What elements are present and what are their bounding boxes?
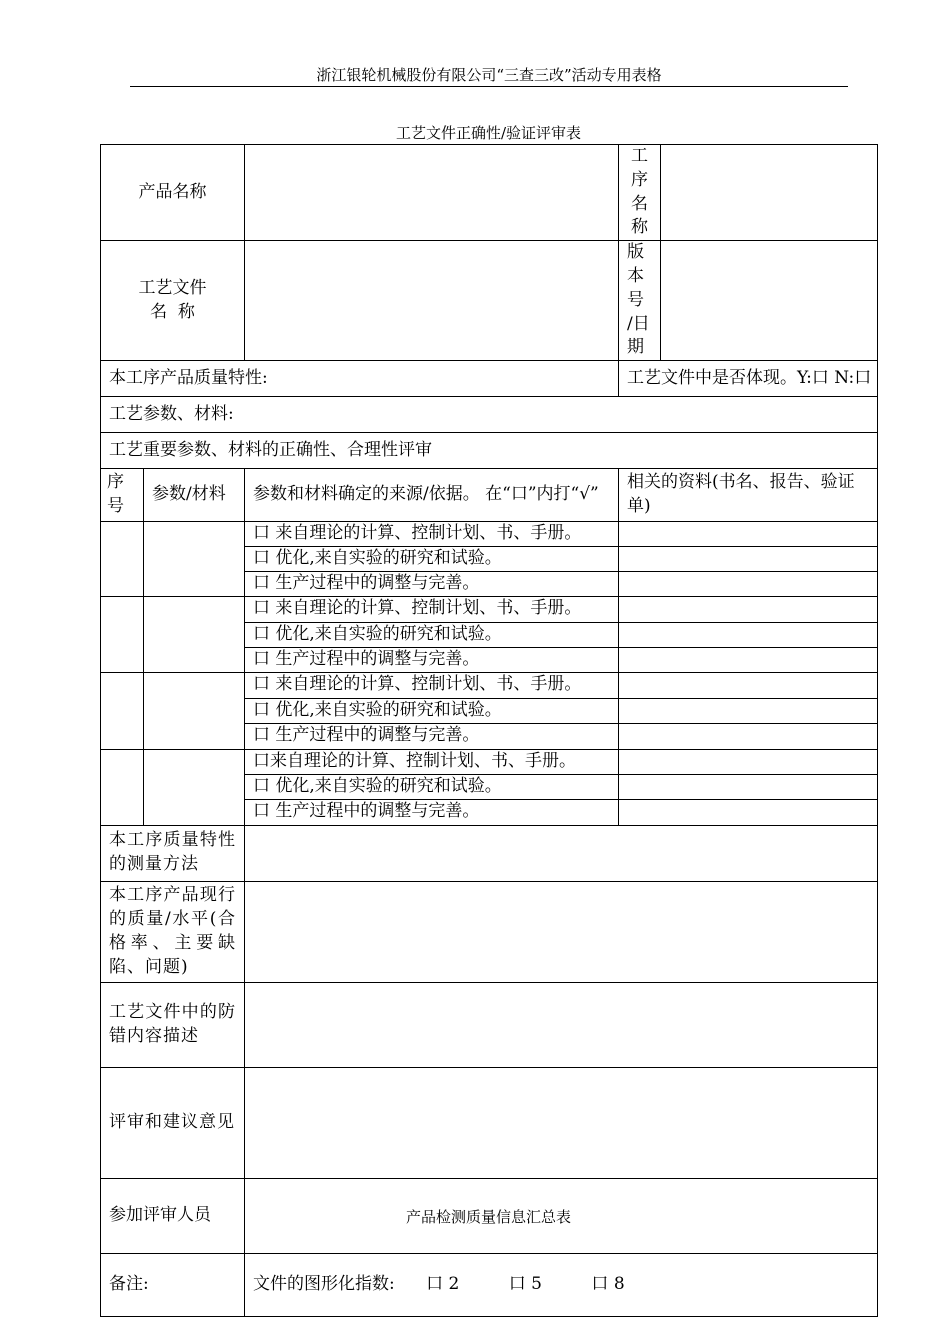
source-option[interactable]: 口 来自理论的计算、控制计划、书、手册。: [245, 596, 619, 622]
product-name-field[interactable]: [245, 145, 619, 241]
row-column-headers: [101, 469, 878, 522]
row-current-quality: [101, 881, 878, 982]
remarks-field: [245, 1253, 878, 1316]
seq-cell[interactable]: [101, 521, 144, 596]
table-row: [101, 596, 878, 622]
row-quality-characteristics: [101, 361, 878, 397]
product-name-label: 产品名称: [101, 145, 245, 241]
review-opinion-label: 评审和建议意见: [101, 1067, 245, 1178]
param-cell[interactable]: [144, 596, 245, 672]
current-quality-label: 本工序产品现行的质量/水平(合格率、主要缺陷、问题): [101, 881, 245, 982]
measure-method-field[interactable]: [245, 825, 878, 881]
refs-cell[interactable]: [619, 647, 878, 672]
source-option[interactable]: 口 生产过程中的调整与完善。: [245, 647, 619, 672]
seq-cell[interactable]: [101, 596, 144, 672]
quality-char-label[interactable]: 本工序产品质量特性:: [101, 361, 619, 397]
version-label: [619, 241, 661, 361]
table-row: [101, 521, 878, 546]
source-option[interactable]: 口 优化,来自实验的研究和试验。: [245, 546, 619, 571]
refs-cell[interactable]: [619, 672, 878, 698]
review-form-table: [100, 144, 878, 1317]
col-header-source: 参数和材料确定的来源/依据。 在“口”内打“√”: [245, 469, 619, 522]
source-option[interactable]: 口 来自理论的计算、控制计划、书、手册。: [245, 521, 619, 546]
graphic-index-option-2[interactable]: 口 2: [426, 1273, 460, 1294]
graphic-index-option-8[interactable]: 口 8: [591, 1273, 625, 1294]
source-option[interactable]: 口 生产过程中的调整与完善。: [245, 571, 619, 596]
row-review-opinion: [101, 1067, 878, 1178]
row-params: [101, 397, 878, 433]
reflected-in-doc-label[interactable]: 工艺文件中是否体现。Y:口 N:口: [619, 361, 878, 397]
source-option[interactable]: 口 优化,来自实验的研究和试验。: [245, 774, 619, 799]
refs-cell[interactable]: [619, 622, 878, 647]
refs-cell[interactable]: [619, 749, 878, 774]
refs-cell[interactable]: [619, 698, 878, 723]
review-opinion-field[interactable]: [245, 1067, 878, 1178]
refs-cell[interactable]: [619, 799, 878, 825]
graphic-index-option-5[interactable]: 口 5: [508, 1273, 543, 1294]
measure-method-label: 本工序质量特性的测量方法: [101, 825, 245, 881]
row-mistake-proofing: [101, 982, 878, 1067]
version-label-line2: /日期: [627, 313, 650, 358]
doc-name-label-line1: 工艺文件: [138, 277, 207, 298]
process-name-field[interactable]: [661, 145, 878, 241]
doc-name-field[interactable]: [245, 241, 619, 361]
row-remarks: [101, 1253, 878, 1316]
review-heading: 工艺重要参数、材料的正确性、合理性评审: [101, 433, 878, 469]
refs-cell[interactable]: [619, 571, 878, 596]
param-cell[interactable]: [144, 672, 245, 749]
company-header: 浙江银轮机械股份有限公司“三查三改”活动专用表格: [316, 66, 662, 84]
param-cell[interactable]: [144, 749, 245, 825]
source-option[interactable]: 口 优化,来自实验的研究和试验。: [245, 622, 619, 647]
table-row: [101, 749, 878, 774]
params-materials-label[interactable]: 工艺参数、材料:: [101, 397, 878, 433]
row-measure-method: [101, 825, 878, 881]
version-label-line1: 版本号: [627, 242, 644, 310]
table-row: [101, 672, 878, 698]
source-option[interactable]: 口 生产过程中的调整与完善。: [245, 723, 619, 749]
remarks-label: 备注:: [101, 1253, 245, 1316]
row-doc-name: [101, 241, 878, 361]
mistake-proofing-label: 工艺文件中的防错内容描述: [101, 982, 245, 1067]
source-option[interactable]: 口 来自理论的计算、控制计划、书、手册。: [245, 672, 619, 698]
source-option[interactable]: 口来自理论的计算、控制计划、书、手册。: [245, 749, 619, 774]
source-option[interactable]: 口 优化,来自实验的研究和试验。: [245, 698, 619, 723]
refs-cell[interactable]: [619, 596, 878, 622]
mistake-proofing-field[interactable]: [245, 982, 878, 1067]
col-header-param: 参数/材料: [144, 469, 245, 522]
row-product-name: [101, 145, 878, 241]
graphic-index-label: 文件的图形化指数:: [253, 1273, 395, 1294]
next-table-title: 产品检测质量信息汇总表: [405, 1208, 571, 1226]
current-quality-field[interactable]: [245, 881, 878, 982]
doc-name-label: [101, 241, 245, 361]
reviewers-label: 参加评审人员: [101, 1178, 245, 1253]
row-review-heading: [101, 433, 878, 469]
header-divider: [130, 86, 848, 87]
refs-cell[interactable]: [619, 774, 878, 799]
refs-cell[interactable]: [619, 546, 878, 571]
param-cell[interactable]: [144, 521, 245, 596]
seq-cell[interactable]: [101, 672, 144, 749]
col-header-seq: 序号: [101, 469, 144, 522]
col-header-refs: 相关的资料(书名、报告、验证单): [619, 469, 878, 522]
seq-cell[interactable]: [101, 749, 144, 825]
process-name-label: 工序名称: [619, 145, 661, 241]
doc-name-label-line2: 名 称: [150, 301, 195, 322]
version-field[interactable]: [661, 241, 878, 361]
source-option[interactable]: 口 生产过程中的调整与完善。: [245, 799, 619, 825]
form-title: 工艺文件正确性/验证评审表: [395, 124, 582, 142]
refs-cell[interactable]: [619, 521, 878, 546]
refs-cell[interactable]: [619, 723, 878, 749]
